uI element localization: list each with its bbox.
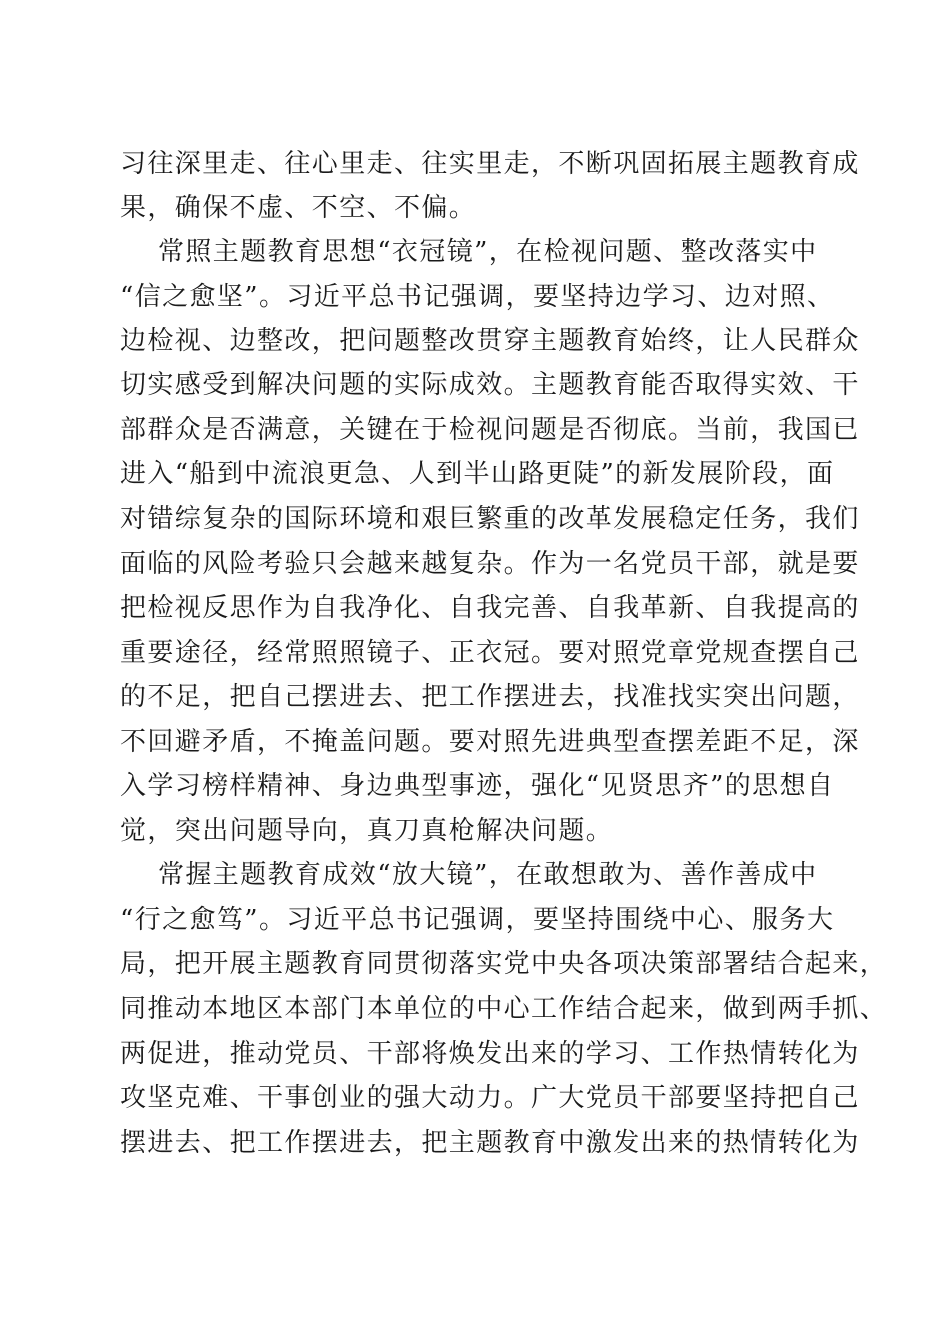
paragraph-start-line: 常握主题教育成效“放大镜”，在敢想敢为、善作善成中 [158, 860, 818, 890]
text-line: 的不足，把自己摆进去、把工作摆进去，找准找实突出问题， [120, 682, 860, 712]
text-line: 不回避矛盾，不掩盖问题。要对照先进典型查摆差距不足，深 [120, 727, 860, 757]
text-line: 对错综复杂的国际环境和艰巨繁重的改革发展稳定任务，我们 [120, 504, 860, 534]
text-line: 把检视反思作为自我净化、自我完善、自我革新、自我提高的 [120, 593, 860, 623]
text-line: 局，把开展主题教育同贯彻落实党中央各项决策部署结合起来， [120, 949, 888, 979]
text-line: 习往深里走、往心里走、往实里走，不断巩固拓展主题教育成 [120, 149, 860, 179]
text-line: 攻坚克难、干事创业的强大动力。广大党员干部要坚持把自己 [120, 1083, 860, 1113]
text-line: 摆进去、把工作摆进去，把主题教育中激发出来的热情转化为 [120, 1128, 860, 1158]
text-line: 进入“船到中流浪更急、人到半山路更陡”的新发展阶段，面 [120, 459, 835, 489]
paragraph-start-line: 常照主题教育思想“衣冠镜”，在检视问题、整改落实中 [158, 237, 818, 267]
text-line: 同推动本地区本部门本单位的中心工作结合起来，做到两手抓、 [120, 994, 888, 1024]
text-line: 边检视、边整改，把问题整改贯穿主题教育始终，让人民群众 [120, 326, 860, 356]
text-line: 两促进，推动党员、干部将焕发出来的学习、工作热情转化为 [120, 1039, 860, 1069]
text-line: 觉，突出问题导向，真刀真枪解决问题。 [120, 816, 614, 846]
text-line: 果，确保不虚、不空、不偏。 [120, 193, 477, 223]
text-line: “行之愈笃”。习近平总书记强调，要坚持围绕中心、服务大 [120, 905, 835, 935]
text-line: 重要途径，经常照照镜子、正衣冠。要对照党章党规查摆自己 [120, 638, 860, 668]
text-line: 入学习榜样精神、身边典型事迹，强化“见贤思齐”的思想自 [120, 771, 835, 801]
text-line: “信之愈坚”。习近平总书记强调，要坚持边学习、边对照、 [120, 282, 835, 312]
text-line: 部群众是否满意，关键在于检视问题是否彻底。当前，我国已 [120, 415, 860, 445]
text-line: 面临的风险考验只会越来越复杂。作为一名党员干部，就是要 [120, 549, 860, 579]
text-line: 切实感受到解决问题的实际成效。主题教育能否取得实效、干 [120, 370, 860, 400]
